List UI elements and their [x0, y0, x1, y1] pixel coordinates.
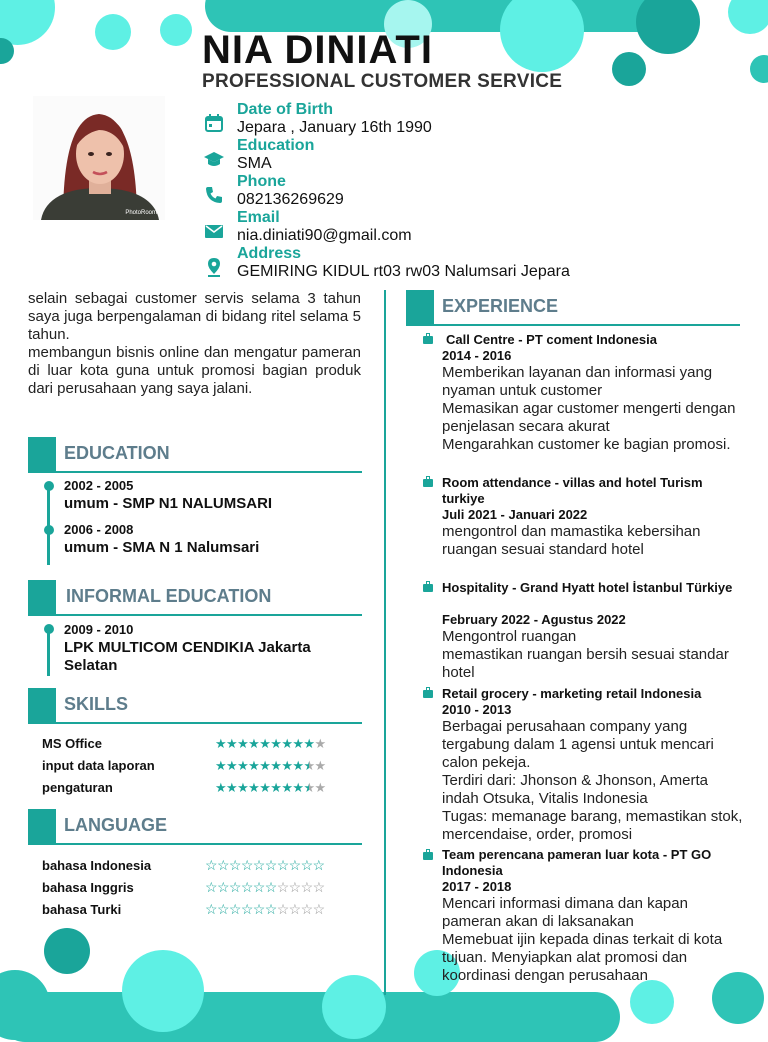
experience-date: Juli 2021 - Januari 2022 [442, 507, 588, 522]
section-title: INFORMAL EDUCATION [66, 586, 272, 606]
decor-circle [728, 0, 768, 34]
briefcase-icon [423, 852, 433, 860]
decor-circle [95, 14, 131, 50]
skill-name: input data laporan [42, 758, 155, 773]
decor-circle [322, 975, 386, 1039]
decor-circle [44, 928, 90, 974]
decor-circle [160, 14, 192, 46]
experience-title: Team perencana pameran luar kota - PT GO Indonesia [442, 847, 712, 878]
timeline-dot [44, 525, 54, 535]
skills-heading [28, 688, 362, 724]
experience-line: Memasikan agar customer mengerti dengan penjelasan secara akurat [442, 400, 736, 435]
briefcase-icon [423, 479, 433, 487]
profile-summary [28, 290, 361, 398]
contact-value: SMA [237, 155, 272, 172]
language-rating: ☆☆☆☆☆☆☆☆☆☆ [205, 879, 325, 895]
contact-label: Address [237, 245, 302, 262]
profile-photo [33, 96, 165, 220]
contact-label: Date of Birth [237, 101, 333, 118]
decor-circle [0, 0, 55, 45]
language-name: bahasa Turki [42, 902, 122, 917]
decor-circle [636, 0, 700, 54]
contact-value: 082136269629 [237, 191, 344, 208]
heading-marker [28, 688, 56, 722]
contact-value: Jepara , January 16th 1990 [237, 119, 432, 136]
skill-rating: ★★★★★★★★★★ [215, 758, 326, 773]
envelope-icon [204, 221, 224, 241]
experience-line: Mencari informasi dimana dan kapan pameran akan di laksanakan [442, 895, 688, 930]
timeline-dot [44, 624, 54, 634]
phone-icon [204, 185, 224, 205]
section-title: EXPERIENCE [442, 296, 559, 316]
experience-date: 2010 - 2013 [442, 702, 512, 717]
candidate-title: PROFESSIONAL CUSTOMER SERVICE [202, 71, 563, 92]
experience-title: Call Centre - PT coment Indonesia [446, 332, 657, 347]
experience-heading [406, 290, 740, 326]
experience-title: Hospitality - Grand Hyatt hotel İstanbul Türkiye [442, 580, 733, 595]
timeline-dot [44, 481, 54, 491]
decor-circle [122, 950, 204, 1032]
experience-description [442, 523, 747, 559]
contact-label: Phone [237, 173, 286, 190]
informal-education-heading [28, 580, 362, 616]
contact-label: Education [237, 137, 315, 154]
language-name: bahasa Inggris [42, 880, 134, 895]
decor-circle [750, 55, 768, 83]
summary-paragraph: membangun bisnis online dan mengatur pameran di luar kota guna untuk promosi bagian produk dari perusahaan yang saya jalani. [28, 344, 361, 397]
experience-date: 2017 - 2018 [442, 879, 512, 894]
informal-timeline-line [47, 628, 50, 676]
experience-line: Terdiri dari: Jhonson & Jhonson, Amerta indah Otsuka, Vitalis Indonesia [442, 772, 708, 807]
language-name: bahasa Indonesia [42, 858, 152, 873]
graduation-cap-icon [204, 149, 224, 169]
informal-education-date: 2009 - 2010 [64, 622, 134, 637]
heading-marker [406, 290, 434, 324]
experience-line: Mengontrol ruangan [442, 628, 577, 645]
language-rating: ☆☆☆☆☆☆☆☆☆☆ [205, 857, 325, 873]
decor-circle [630, 980, 674, 1024]
photo-watermark: PhotoRoom [125, 210, 157, 216]
experience-line: Tugas: memanage barang, memastikan stok, mercendaise, order, promosi [442, 808, 743, 843]
experience-line: Berbagai perusahaan company yang tergabung dalam 1 agensi untuk mencari calon pekeja. [442, 718, 714, 771]
contact-value: nia.diniati90@gmail.com [237, 227, 412, 244]
experience-date: February 2022 - Agustus 2022 [442, 612, 626, 627]
experience-description [442, 895, 747, 985]
experience-line: Memebuat ijin kepada dinas terkait di kota tujuan. Menyiapkan alat promosi dan koordinasi dengan perusahaan [442, 931, 723, 984]
experience-description [442, 364, 747, 454]
contact-value: GEMIRING KIDUL rt03 rw03 Nalumsari Jepara [237, 263, 570, 280]
experience-date: 2014 - 2016 [442, 348, 512, 363]
experience-title: Room attendance - villas and hotel Turism turkiye [442, 475, 703, 506]
skill-name: MS Office [42, 736, 102, 751]
skill-rating: ★★★★★★★★★★ [215, 736, 326, 751]
informal-education-title: LPK MULTICOM CENDIKIA Jakarta Selatan [64, 639, 311, 674]
section-title: LANGUAGE [64, 815, 167, 835]
candidate-name: NIA DINIATI [202, 28, 433, 72]
experience-line: memastikan ruangan bersih sesuai standar hotel [442, 646, 729, 681]
heading-marker [28, 809, 56, 843]
experience-line: Mengarahkan customer ke bagian promosi. [442, 436, 731, 453]
heading-marker [28, 580, 56, 614]
decor-circle [612, 52, 646, 86]
map-pin-icon [204, 257, 224, 277]
decor-bottom-bar [0, 992, 620, 1042]
education-title: umum - SMP N1 NALUMSARI [64, 495, 273, 512]
heading-marker [28, 437, 56, 471]
briefcase-icon [423, 690, 433, 698]
experience-description [442, 718, 747, 844]
experience-line: mengontrol dan mamastika kebersihan ruangan sesuai standard hotel [442, 523, 701, 558]
language-rating: ☆☆☆☆☆☆☆☆☆☆ [205, 901, 325, 917]
language-heading [28, 809, 362, 845]
section-title: EDUCATION [64, 443, 170, 463]
contact-label: Email [237, 209, 280, 226]
skill-rating: ★★★★★★★★★★ [215, 780, 326, 795]
skill-name: pengaturan [42, 780, 113, 795]
calendar-icon [204, 113, 224, 133]
education-title: umum - SMA N 1 Nalumsari [64, 539, 260, 556]
briefcase-icon [423, 584, 433, 592]
column-divider [384, 290, 386, 995]
experience-line: Memberikan layanan dan informasi yang nyaman untuk customer [442, 364, 713, 399]
education-date: 2002 - 2005 [64, 478, 134, 493]
education-date: 2006 - 2008 [64, 522, 134, 537]
experience-description [442, 628, 747, 682]
experience-title: Retail grocery - marketing retail Indonesia [442, 686, 702, 701]
briefcase-icon [423, 336, 433, 344]
portrait-illustration [33, 96, 165, 220]
decor-circle [500, 0, 584, 72]
education-heading [28, 437, 362, 473]
summary-paragraph: selain sebagai customer servis selama 3 tahun saya juga berpengalaman di bidang ritel selama 5 tahun. [28, 290, 361, 343]
section-title: SKILLS [64, 694, 129, 714]
